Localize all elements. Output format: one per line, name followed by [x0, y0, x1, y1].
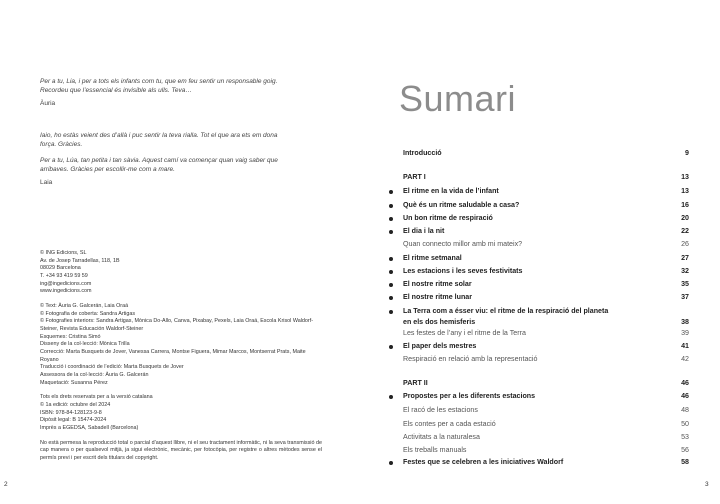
- toc-entry-label: Respiració en relació amb la representació: [403, 355, 538, 363]
- toc-entry-page: 56: [681, 446, 689, 454]
- bullet-icon: [389, 296, 393, 300]
- toc-entry-page: 58: [681, 458, 689, 466]
- copyright-credits: [40, 250, 322, 470]
- bullet-icon: [389, 204, 393, 208]
- toc-entry-page: 9: [685, 149, 689, 157]
- dedication-text: Per a tu, Lúa, tan petita i tan sàvia. Aquest camí va començar quan vaig saber que arribaves. Gràcies per escollir-me com a mare.: [40, 157, 278, 174]
- toc-entry-label: El racó de les estacions: [403, 406, 478, 414]
- bullet-icon: [389, 461, 393, 465]
- toc-entry-label: El ritme en la vida de l’infant: [403, 187, 499, 195]
- toc-entry-page: 16: [681, 201, 689, 209]
- dedication-text: Iaio, ho estàs veient des d’allà i puc sentir la teva rialla. Tot el que ara ets em dona força. Gràcies.: [40, 132, 278, 149]
- edition-line: Dipòsit legal: B 15474-2024: [40, 417, 107, 424]
- right-page: [360, 0, 720, 504]
- toc-entry-label: El nostre ritme solar: [403, 280, 472, 288]
- dedication-1: [40, 77, 280, 108]
- bullet-icon: [389, 395, 393, 399]
- toc-entry-label: El dia i la nit: [403, 227, 445, 235]
- toc-entry-label: en els dos hemisferis: [403, 318, 476, 326]
- dedication-signature: Àuria: [40, 99, 56, 107]
- toc-entry-page: 27: [681, 254, 689, 262]
- credit-line: © Fotografies interiors: Sandra Artigas, Mònica Do-Allo, Canva, Pixabay, Pexels, Laia Oraá, Escola Krisol Waldorf-Steiner, Revista Educación Waldorf-Steiner: [40, 318, 314, 333]
- bullet-icon: [389, 283, 393, 287]
- toc-entry-label: Propostes per a les diferents estacions: [403, 392, 536, 400]
- toc-entry-page: 46: [681, 379, 689, 387]
- toc-entry[interactable]: [389, 342, 689, 353]
- toc-entry-label: PART I: [403, 173, 426, 181]
- bullet-icon: [389, 270, 393, 274]
- edition-line: © 1a edició: octubre del 2024: [40, 402, 111, 409]
- toc-entry-page: 42: [681, 355, 689, 363]
- toc-entry[interactable]: [389, 446, 689, 457]
- toc-entry[interactable]: [389, 392, 689, 403]
- toc-entry-label: Les festes de l’any i el ritme de la Terra: [403, 329, 526, 337]
- toc-entry-label: PART II: [403, 379, 428, 387]
- publisher-line: T. +34 93 419 59 59: [40, 273, 88, 280]
- toc-entry-label: El ritme setmanal: [403, 254, 462, 262]
- toc-entry-label: Festes que se celebren a les iniciatives Waldorf: [403, 458, 564, 466]
- bullet-icon: [389, 230, 393, 234]
- copyright-notice: No està permesa la reproducció total o parcial d’aquest llibre, ni el seu tractament informàtic, ni la seva transmissió de cap manera o per qualsevol mitjà, ja sigui electrònic, mecànic, per fotocòpia, per registre o altres mètodes sense el permís previ i per escrit dels titulars del copyright.: [40, 439, 322, 462]
- page-title: Sumari: [399, 78, 517, 119]
- dedication-2: [40, 131, 280, 150]
- bullet-icon: [389, 345, 393, 349]
- toc-entry-label: Els contes per a cada estació: [403, 420, 496, 428]
- publisher-info: [40, 250, 322, 296]
- toc-entry-page: 41: [681, 342, 689, 350]
- dedication-text: Per a tu, Lia, i per a tots els infants com tu, que em feu sentir un responsable goig. Recordeu que l’essencial és invisible als ulls. Teva…: [40, 78, 278, 95]
- publisher-line: www.ingedicions.com: [40, 288, 92, 295]
- toc-entry-page: 37: [681, 293, 689, 301]
- credit-line: © Text: Àuria G. Galcerán, Laia Oraá: [40, 303, 129, 310]
- credits-list: [40, 303, 322, 387]
- credit-line: Maquetació: Susanna Pérez: [40, 379, 108, 386]
- toc-entry-page: 46: [681, 392, 689, 400]
- toc-entry[interactable]: [389, 254, 689, 265]
- toc-entry-label: Activitats a la naturalesa: [403, 433, 480, 441]
- toc-entry[interactable]: [389, 149, 689, 160]
- toc-entry-page: 53: [681, 433, 689, 441]
- publisher-line: 08029 Barcelona: [40, 265, 81, 272]
- edition-line: Imprès a EGEDSA, Sabadell (Barcelona): [40, 425, 139, 432]
- dedication-3: [40, 156, 280, 187]
- edition-line: ISBN: 978-84-128123-9-8: [40, 409, 102, 416]
- toc-entry-label: Les estacions i les seves festivitats: [403, 267, 523, 275]
- credit-line: Esquemes: Cristina Simó: [40, 333, 101, 340]
- toc-entry-page: 50: [681, 420, 689, 428]
- toc-entry-page: 35: [681, 280, 689, 288]
- toc-entry-label: Què és un ritme saludable a casa?: [403, 201, 520, 209]
- toc-entry-page: 38: [681, 318, 689, 326]
- toc-entry-page: 20: [681, 214, 689, 222]
- credit-line: Disseny de la col·lecció: Mònica Trilla: [40, 341, 130, 348]
- toc-entry[interactable]: [389, 214, 689, 225]
- toc-entry[interactable]: [389, 267, 689, 278]
- publisher-line: Av. de Josep Tarradellas, 118, 1B: [40, 257, 120, 264]
- bullet-icon: [389, 257, 393, 261]
- toc-entry[interactable]: [389, 293, 689, 304]
- bullet-icon: [389, 310, 393, 314]
- credit-line: Correcció: Marta Busquets de Jover, Vanessa Carrera, Montse Figuera, Mimar Marcos, Montserrat Prats, Maite Royano: [40, 349, 306, 363]
- toc-entry-label: Quan connecto millor amb mi mateix?: [403, 240, 523, 248]
- toc-entry-page: 32: [681, 267, 689, 275]
- toc-entry[interactable]: [389, 201, 689, 212]
- toc-entry-page: 13: [681, 173, 689, 181]
- toc-entry[interactable]: [389, 187, 689, 198]
- publisher-line: © ING Edicions, SL: [40, 250, 87, 256]
- toc-entry-label: Els treballs manuals: [403, 446, 467, 454]
- toc-entry-page: 22: [681, 227, 689, 235]
- toc-entry-label: Introducció: [403, 149, 442, 157]
- toc-entry-page: 48: [681, 406, 689, 414]
- toc-entry[interactable]: [389, 173, 689, 184]
- credit-line: © Fotografia de coberta: Sandra Artigas: [40, 310, 136, 317]
- toc-entry[interactable]: [389, 329, 689, 340]
- toc-entry-label: El paper dels mestres: [403, 342, 477, 350]
- toc-entry-page: 13: [681, 187, 689, 195]
- toc-entry[interactable]: [389, 307, 689, 318]
- edition-line: Tots els drets reservats per a la versió catalana: [40, 394, 153, 401]
- edition-info: [40, 394, 322, 432]
- toc-entry[interactable]: [389, 406, 689, 417]
- toc-entry-label: El nostre ritme lunar: [403, 293, 472, 301]
- credit-line: Assessora de la col·lecció: Àuria G. Galcerán: [40, 372, 149, 379]
- toc-entry[interactable]: [389, 458, 689, 469]
- credit-line: Traducció i coordinació de l’edició: Marta Busquets de Jover: [40, 364, 184, 371]
- toc-entry-label: Un bon ritme de respiració: [403, 214, 493, 222]
- dedication-signature: Laia: [40, 178, 53, 186]
- toc-entry[interactable]: [389, 355, 689, 366]
- toc-entry[interactable]: [389, 318, 689, 329]
- page-number: 3: [705, 481, 709, 488]
- page-number: 2: [4, 481, 8, 488]
- toc-entry-page: 39: [681, 329, 689, 337]
- toc-entry[interactable]: [389, 240, 689, 251]
- publisher-line: ing@ingedicions.com: [40, 280, 92, 287]
- bullet-icon: [389, 190, 393, 194]
- toc-entry[interactable]: [389, 420, 689, 431]
- toc-entry[interactable]: [389, 227, 689, 238]
- toc-entry-page: 26: [681, 240, 689, 248]
- toc-entry-label: La Terra com a ésser viu: el ritme de la respiració del planeta: [403, 307, 609, 315]
- toc-entry[interactable]: [389, 433, 689, 444]
- toc-entry[interactable]: [389, 379, 689, 390]
- toc-entry[interactable]: [389, 280, 689, 291]
- bullet-icon: [389, 217, 393, 221]
